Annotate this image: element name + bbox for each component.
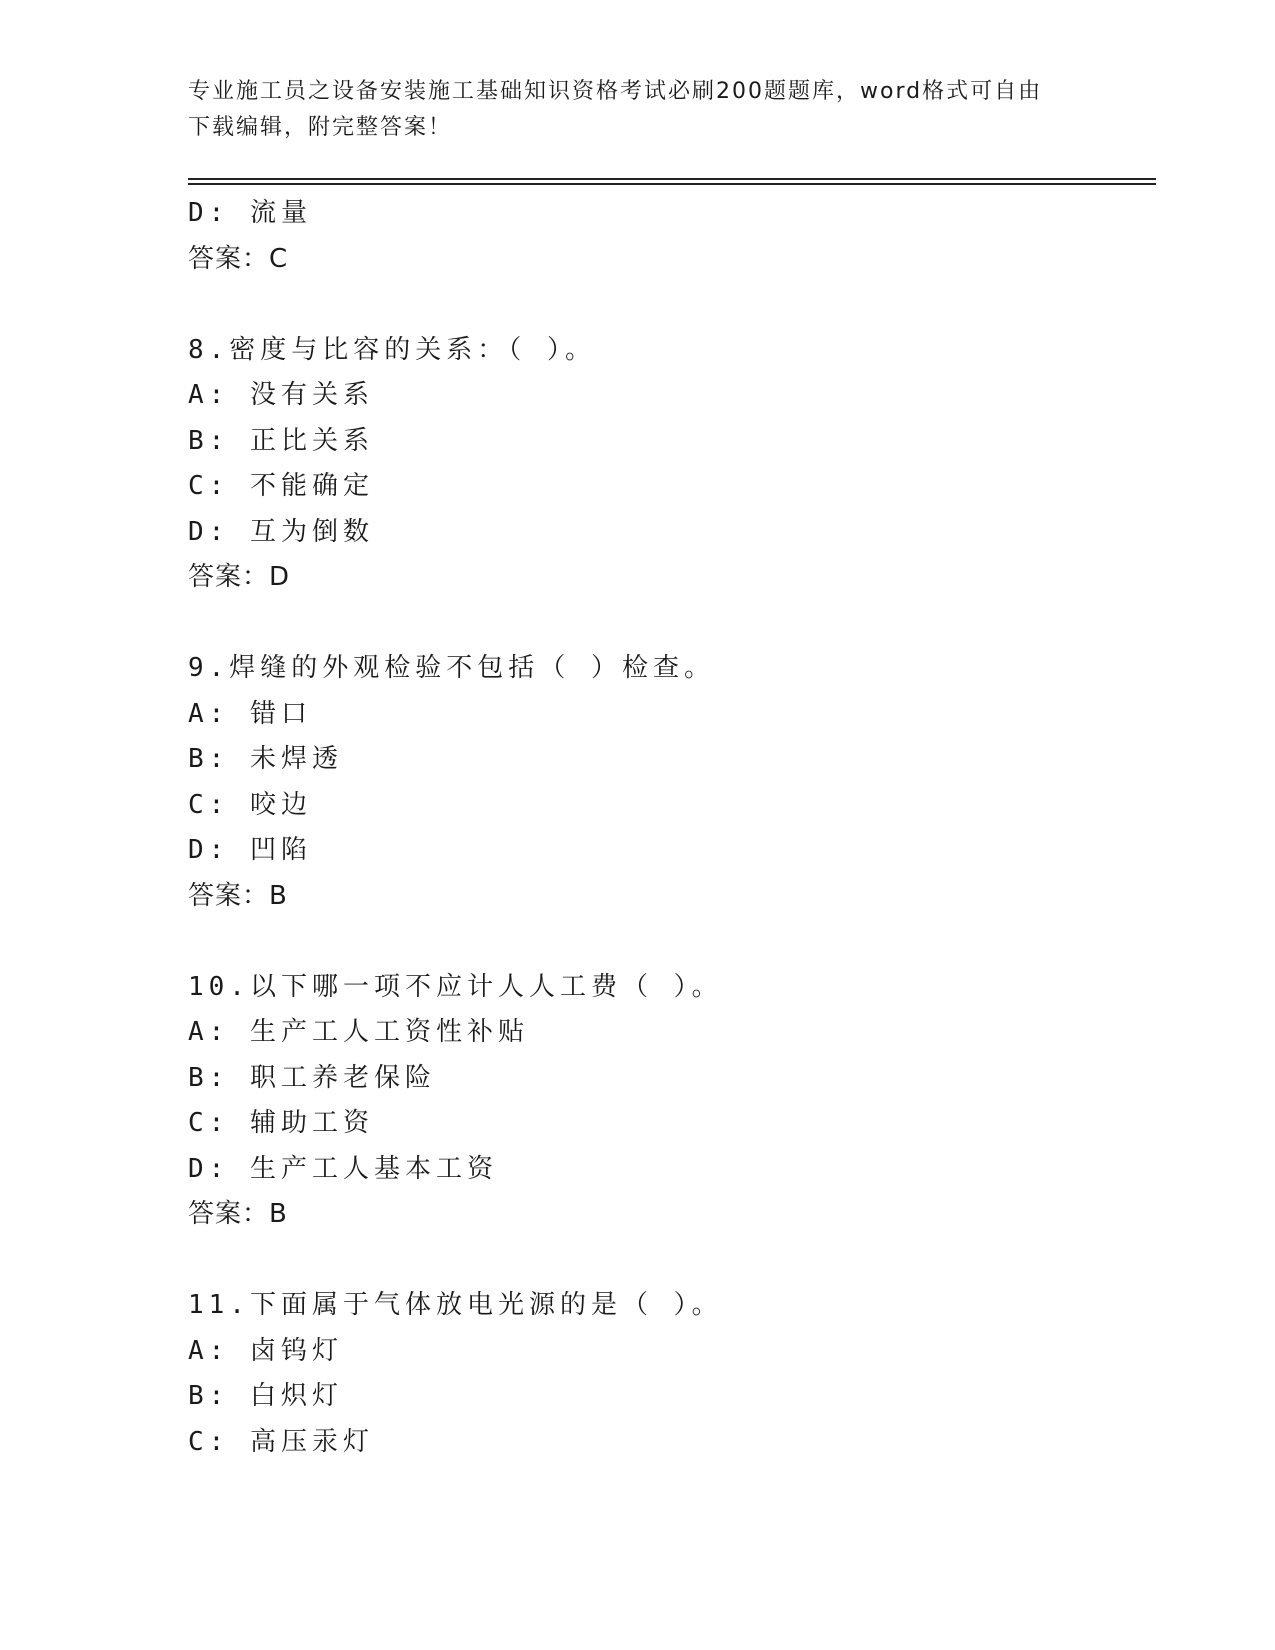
question-list (188, 191, 1148, 1465)
header-divider-top (188, 178, 1156, 180)
answer: 答案：B (188, 1199, 288, 1229)
option-d: D: 凹陷 (188, 835, 312, 865)
option-a: A: 卤钨灯 (188, 1335, 343, 1366)
answer-prev: 答案：C (188, 243, 289, 274)
option-b: B: 未焊透 (188, 744, 343, 774)
question-stem: 8.密度与比容的关系：（ ）。 (188, 334, 596, 365)
document-header (188, 74, 1088, 146)
option-b: B: 白炽灯 (188, 1381, 343, 1411)
answer: 答案：D (188, 562, 291, 592)
option-d: D: 互为倒数 (188, 516, 374, 547)
option-c: C: 高压汞灯 (188, 1426, 374, 1457)
option-b: B: 正比关系 (188, 425, 374, 456)
option-a: A: 生产工人工资性补贴 (188, 1017, 529, 1047)
header-title-line-1: 专业施工员之设备安装施工基础知识资格考试必刷200题题库，word格式可自由 (188, 79, 1043, 104)
option-c: C: 不能确定 (188, 471, 374, 501)
question-9 (188, 646, 1148, 919)
spacer (188, 601, 1148, 647)
option-c: C: 辅助工资 (188, 1108, 374, 1138)
header-title-line-2: 下载编辑，附完整答案！ (188, 115, 453, 140)
question-8 (188, 328, 1148, 601)
question-stem: 11.下面属于气体放电光源的是（ ）。 (188, 1290, 723, 1320)
question-stem: 10.以下哪一项不应计人人工费（ ）。 (188, 971, 723, 1002)
spacer (188, 282, 1148, 328)
question-11 (188, 1283, 1148, 1465)
spacer (188, 1238, 1148, 1284)
option-a: A: 没有关系 (188, 380, 374, 410)
option-d: D: 生产工人基本工资 (188, 1153, 498, 1184)
option-b: B: 职工养老保险 (188, 1062, 436, 1093)
spacer (188, 919, 1148, 965)
question-stem: 9.焊缝的外观检验不包括（ ）检查。 (188, 653, 715, 683)
question-10 (188, 965, 1148, 1238)
answer: 答案：B (188, 880, 288, 911)
option-d-prev: D: 流量 (188, 198, 312, 228)
option-c: C: 咬边 (188, 789, 312, 820)
option-a: A: 错口 (188, 698, 312, 729)
header-divider-bottom (188, 183, 1156, 185)
